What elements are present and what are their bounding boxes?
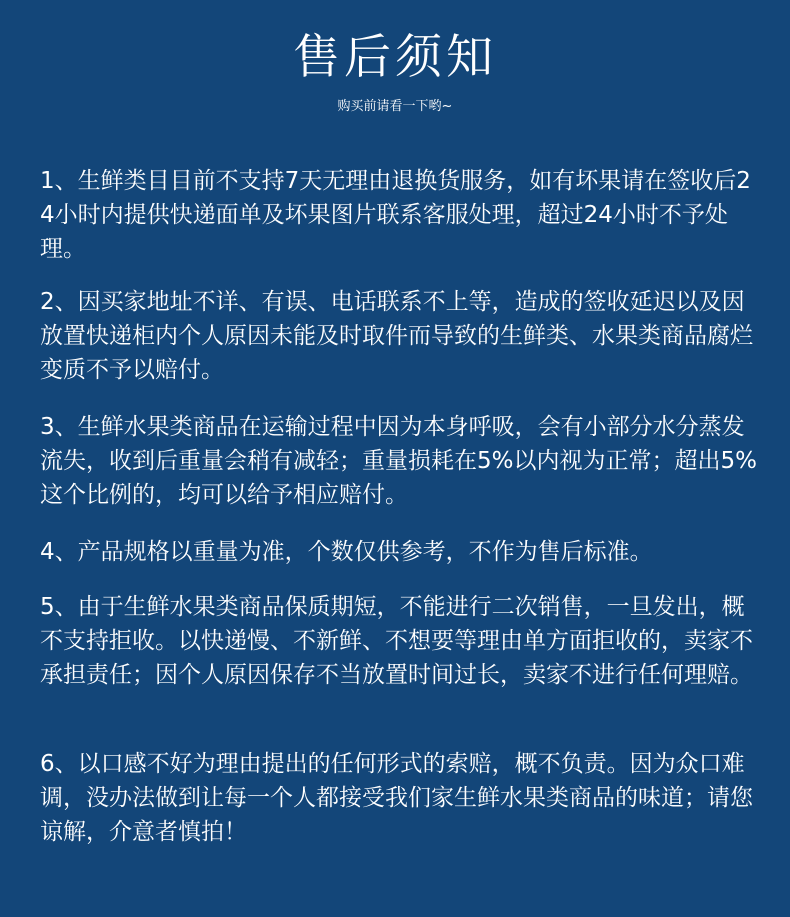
notice-item-1: 1、生鲜类目目前不支持7天无理由退换货服务，如有坏果请在签收后24小时内提供快递面单及坏果图片联系客服处理，超过24小时不予处理。 (40, 168, 751, 262)
notice-item-6: 6、以口感不好为理由提出的任何形式的索赔，概不负责。因为众口难调，没办法做到让每一个人都接受我们家生鲜水果类商品的味道；请您谅解，介意者慎拍！ (40, 751, 753, 845)
page-title: 售后须知 (293, 30, 497, 85)
notice-item-5: 5、由于生鲜水果类商品保质期短，不能进行二次销售，一旦发出，概不支持拒收。以快递慢、不新鲜、不想要等理由单方面拒收的，卖家不承担责任；因个人原因保存不当放置时间过长，卖家不进行任何理赔。 (40, 594, 753, 688)
notice-item-2: 2、因买家地址不详、有误、电话联系不上等，造成的签收延迟以及因放置快递柜内个人原因未能及时取件而导致的生鲜类、水果类商品腐烂变质不予以赔付。 (40, 289, 753, 383)
notice-item-4: 4、产品规格以重量为准，个数仅供参考，不作为售后标准。 (40, 539, 653, 565)
page-subtitle: 购买前请看一下哟~ (337, 99, 453, 114)
notice-item-3: 3、生鲜水果类商品在运输过程中因为本身呼吸，会有小部分水分蒸发流失，收到后重量会稍有减轻；重量损耗在5%以内视为正常；超出5%这个比例的，均可以给予相应赔付。 (40, 414, 757, 508)
